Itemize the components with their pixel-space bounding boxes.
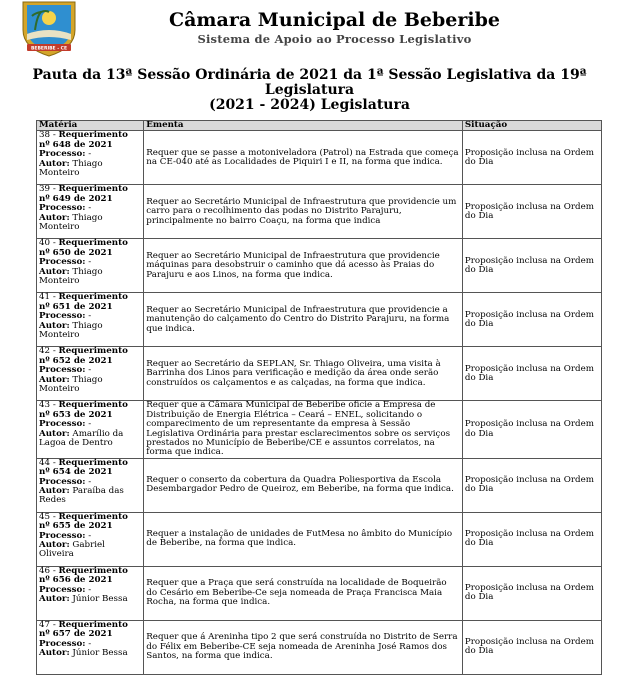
materia-number: 41 - [39, 292, 59, 303]
processo-value: - [85, 638, 92, 649]
materia-cell [37, 620, 144, 674]
column-header-situacao: Situação [462, 121, 601, 131]
ementa-cell: Requer a instalação de unidades de FutMesa no âmbito do Município de Beberibe, na forma que indica. [144, 512, 463, 566]
materia-link[interactable]: Requerimento nº 657 de 2021 [39, 619, 128, 640]
logo-text: BEBERIBE - CE [30, 46, 68, 52]
processo-value: - [85, 365, 92, 376]
ementa-cell: Requer que a Câmara Municipal de Beberibe oficie a Empresa de Distribuição de Energia Elétrica – Ceará – ENEL, solicitando o comparecimento de um representante da empresa à Sessão Legislativa Ordinária para prestar esclarecimentos sobre os serviços prestados no Município de Beberibe/CE e assuntos correlatos, na forma que indica. [144, 401, 463, 458]
materia-cell [37, 566, 144, 620]
autor-label: Autor: [39, 428, 70, 439]
processo-label: Processo: [39, 584, 86, 595]
processo-label: Processo: [39, 365, 86, 376]
processo-label: Processo: [39, 476, 86, 487]
situacao-cell: Proposição inclusa na Ordem do Dia [462, 566, 601, 620]
autor-label: Autor: [39, 594, 70, 605]
autor-value: Paraíba das Redes [39, 486, 124, 506]
materia-link[interactable]: Requerimento nº 651 de 2021 [39, 292, 128, 312]
table-row [37, 401, 602, 458]
materia-number: 38 - [39, 130, 59, 141]
materia-cell [37, 401, 144, 458]
materia-cell [37, 239, 144, 293]
processo-label: Processo: [39, 419, 86, 430]
situacao-cell: Proposição inclusa na Ordem do Dia [462, 401, 601, 458]
table-row [37, 185, 602, 239]
situacao-cell: Proposição inclusa na Ordem do Dia [462, 512, 601, 566]
materia-number: 44 - [39, 457, 59, 468]
processo-value: - [85, 530, 92, 541]
autor-label: Autor: [39, 320, 70, 331]
materia-number: 47 - [39, 619, 59, 630]
materia-number: 40 - [39, 238, 59, 249]
ementa-cell: Requer ao Secretário Municipal de Infraestrutura que providencie a manutenção do calçamento do Centro do Distrito Parajuru, na forma que indica. [144, 293, 463, 347]
materia-link[interactable]: Requerimento nº 655 de 2021 [39, 511, 128, 532]
table-header-row [37, 121, 602, 131]
autor-value: Thiago Monteiro [39, 374, 103, 395]
processo-value: - [85, 419, 92, 430]
materia-number: 43 - [39, 400, 59, 411]
table-row [37, 131, 602, 185]
ementa-cell: Requer o conserto da cobertura da Quadra Poliesportiva da Escola Desembargador Pedro de Queiroz, em Beberibe, na forma que indica. [144, 458, 463, 512]
processo-value: - [85, 584, 92, 595]
processo-value: - [85, 311, 92, 322]
processo-value: - [85, 476, 92, 487]
ementa-cell: Requer ao Secretário Municipal de Infraestrutura que providencie máquinas para desobstruir o caminho que dá acesso às Praias do Parajuru e aos Linos, na forma que indica. [144, 239, 463, 293]
situacao-cell: Proposição inclusa na Ordem do Dia [462, 620, 601, 674]
table-row [37, 512, 602, 566]
processo-label: Processo: [39, 311, 86, 322]
materia-number: 45 - [39, 511, 59, 522]
table-row [37, 566, 602, 620]
materia-cell [37, 293, 144, 347]
autor-label: Autor: [39, 648, 70, 659]
pauta-heading [0, 68, 619, 113]
autor-value: Gabriel Oliveira [39, 540, 105, 560]
page-header [0, 0, 619, 58]
materia-number: 46 - [39, 565, 59, 576]
materia-cell [37, 347, 144, 401]
table-row [37, 239, 602, 293]
materia-number: 42 - [39, 346, 59, 357]
autor-label: Autor: [39, 540, 70, 551]
materia-link[interactable]: Requerimento nº 649 de 2021 [39, 184, 128, 204]
autor-value: Júnior Bessa [69, 648, 128, 659]
pauta-line-1: Pauta da 13ª Sessão Ordinária de 2021 da 1ª Sessão Legislativa da 19ª Legislatura [32, 67, 587, 98]
processo-value: - [85, 149, 92, 160]
processo-value: - [85, 257, 92, 268]
processo-label: Processo: [39, 203, 86, 214]
autor-value: Júnior Bessa [69, 594, 128, 605]
ementa-cell: Requer que se passe a motoniveladora (Patrol) na Estrada que começa na CE-040 até as Localidades de Piquiri I e II, na forma que indica. [144, 131, 463, 185]
ementa-cell: Requer ao Secretário da SEPLAN, Sr. Thiago Oliveira, uma visita à Barrinha dos Linos para verificação e medição da área onde serão construídos os calçamentos e as calçadas, na forma que indica. [144, 347, 463, 401]
pauta-line-2: (2021 - 2024) Legislatura [209, 97, 410, 113]
materia-link[interactable]: Requerimento nº 653 de 2021 [39, 400, 128, 420]
materia-link[interactable]: Requerimento nº 650 de 2021 [39, 238, 128, 258]
table-row [37, 620, 602, 674]
situacao-cell: Proposição inclusa na Ordem do Dia [462, 185, 601, 239]
ementa-cell: Requer que a Praça que será construída na localidade de Boqueirão do Cesário em Beberibe-Ce seja nomeada de Praça Francisca Maia Rocha, na forma que indica. [144, 566, 463, 620]
processo-label: Processo: [39, 149, 86, 160]
processo-label: Processo: [39, 530, 86, 541]
situacao-cell: Proposição inclusa na Ordem do Dia [462, 239, 601, 293]
autor-label: Autor: [39, 266, 70, 277]
materia-cell [37, 131, 144, 185]
autor-value: Thiago Monteiro [39, 158, 103, 179]
column-header-ementa: Ementa [144, 121, 463, 131]
table-row [37, 293, 602, 347]
pauta-table [36, 120, 602, 675]
table-row [37, 347, 602, 401]
autor-value: Thiago Monteiro [39, 266, 103, 287]
autor-label: Autor: [39, 212, 70, 223]
autor-label: Autor: [39, 158, 70, 169]
autor-label: Autor: [39, 374, 70, 385]
ementa-cell: Requer ao Secretário Municipal de Infraestrutura que providencie um carro para o recolhimento das podas no Distrito Parajuru, principalmente no bairro Coaçu, na forma que indica [144, 185, 463, 239]
autor-value: Thiago Monteiro [39, 320, 103, 341]
autor-label: Autor: [39, 486, 70, 497]
processo-label: Processo: [39, 638, 86, 649]
processo-label: Processo: [39, 257, 86, 268]
page-subtitle: Sistema de Apoio ao Processo Legislativo [197, 32, 472, 46]
materia-cell [37, 185, 144, 239]
title-block [0, 10, 619, 46]
materia-number: 39 - [39, 184, 59, 195]
materia-link[interactable]: Requerimento nº 652 de 2021 [39, 346, 128, 366]
ementa-cell: Requer que á Areninha tipo 2 que será construída no Distrito de Serra do Félix em Beberibe-CE seja nomeada de Areninha José Ramos dos Santos, na forma que indica. [144, 620, 463, 674]
materia-link[interactable]: Requerimento nº 656 de 2021 [39, 565, 128, 586]
table-row [37, 458, 602, 512]
situacao-cell: Proposição inclusa na Ordem do Dia [462, 347, 601, 401]
situacao-cell: Proposição inclusa na Ordem do Dia [462, 131, 601, 185]
table-body [37, 131, 602, 674]
materia-link[interactable]: Requerimento nº 648 de 2021 [39, 130, 128, 150]
page-title: Câmara Municipal de Beberibe [169, 9, 500, 31]
materia-cell [37, 458, 144, 512]
autor-value: Amarílio da Lagoa de Dentro [39, 428, 124, 449]
situacao-cell: Proposição inclusa na Ordem do Dia [462, 293, 601, 347]
processo-value: - [85, 203, 92, 214]
materia-link[interactable]: Requerimento nº 654 de 2021 [39, 457, 128, 478]
situacao-cell: Proposição inclusa na Ordem do Dia [462, 458, 601, 512]
autor-value: Thiago Monteiro [39, 212, 103, 233]
column-header-materia: Matéria [37, 121, 144, 131]
materia-cell [37, 512, 144, 566]
